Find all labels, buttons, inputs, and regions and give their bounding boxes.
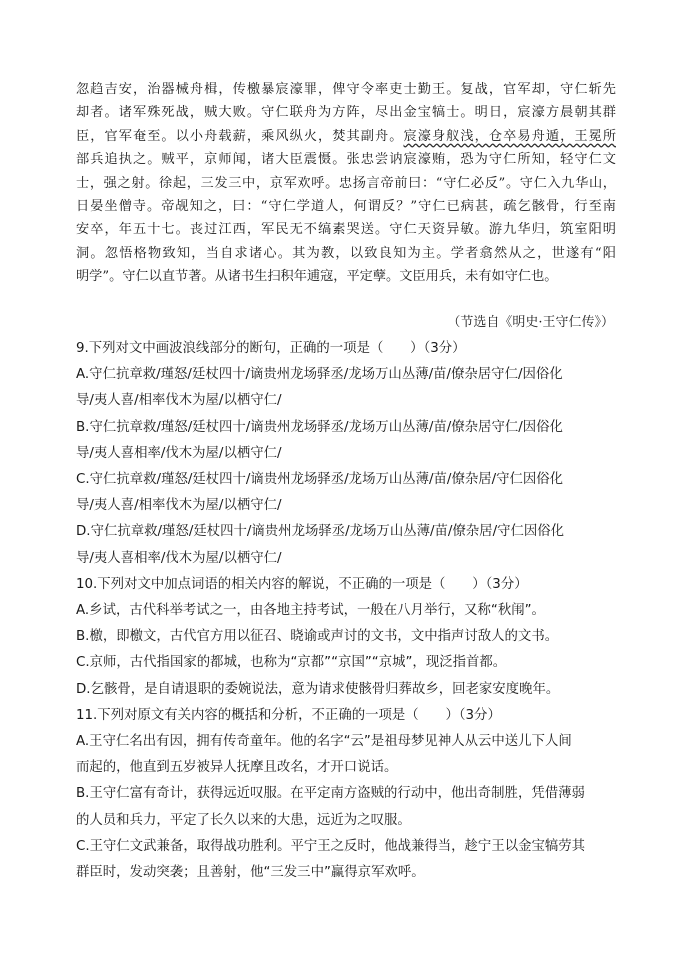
- question-10-option-a: A.乡试，古代科举考试之一，由各地主持考试，一般在八月举行，又称“秋闱”。: [76, 603, 545, 619]
- question-9-option-d-cont: 导/夷人喜相率/伐木为屋/以栖守仁/: [76, 550, 282, 566]
- question-9-option-c-cont: 导/夷人喜/相率伐木为屋/以栖守仁/: [76, 498, 282, 514]
- question-11-option-b: B.王守仁富有奇计，获得远近叹服。在平定南方盗贼的行动中，他出奇制胜，凭借薄弱: [76, 786, 585, 802]
- passage-line: 士，强之射。徐起，三发三中，京军欢呼。忠扬言帝前曰：“守仁必反”。守仁入九华山，: [76, 175, 616, 191]
- question-11-option-a-cont: 而起的，他直到五岁被异人抚摩且改名，才开口说话。: [76, 760, 398, 776]
- question-9-option-a-cont: 导/夷人喜/相率伐木为屋/以栖守仁/: [76, 393, 282, 409]
- question-9-option-b: B.守仁抗章救/瑾怒/廷杖四十/谪贵州龙场驿丞/龙场万山丛薄/苗/僚杂居守仁/因俗化: [76, 419, 563, 435]
- question-11-option-b-cont: 的人员和兵力，平定了长久以来的大患，远近为之叹服。: [76, 812, 411, 828]
- question-9-stem: 9.下列对文中画波浪线部分的断句，正确的一项是（ ）（3分）: [76, 341, 466, 356]
- passage-line: 安卒，年五十七。丧过江西，军民无不缟素哭送。守仁天资异敏。游九华归，筑室阳明: [76, 222, 616, 238]
- passage-line: 忽趋吉安，治器械舟楫，传檄暴宸濠罪，俾守令率吏士勤王。复战，官军却，守仁斩先: [76, 82, 616, 97]
- question-9-option-d: D.守仁抗章救/瑾怒/廷杖四十/谪贵州龙场驿丞/龙场万山丛薄/苗/僚杂居/守仁因俗化: [76, 524, 565, 540]
- question-9-option-b-cont: 导/夷人喜相率/伐木为屋/以栖守仁/: [76, 445, 282, 461]
- question-list: [76, 336, 622, 886]
- passage-line: 明学”。守仁以直节著。从诸书生扫积年逋寇，平定孽。文臣用兵，未有如守仁也。: [76, 269, 558, 285]
- passage-line: [76, 125, 616, 148]
- passage-line: 日晏坐僧寺。帝觇知之，曰：“守仁学道人，何谓反？”守仁已病甚，疏乞骸骨，行至南: [76, 199, 616, 215]
- question-10-option-b: B.檄，即檄文，古代官方用以征召、晓谕或声讨的文书，文中指声讨敌人的文书。: [76, 629, 559, 645]
- question-10-stem: 10.下列对文中加点词语的相关内容的解说，不正确的一项是（ ）（3分）: [76, 576, 528, 592]
- classical-passage: [76, 78, 616, 289]
- question-9-option-a: A.守仁抗章救/瑾怒/廷杖四十/谪贵州龙场驿丞/龙场万山丛薄/苗/僚杂居守仁/因俗化: [76, 367, 563, 383]
- question-10-option-d: D.乞骸骨，是自请退职的委婉说法，意为请求使骸骨归葬故乡，回老家安度晚年。: [76, 681, 560, 697]
- question-9-option-c: C.守仁抗章救/瑾怒/廷杖四十/谪贵州龙场驿丞/龙场万山丛薄/苗/僚杂居/守仁因俗化: [76, 472, 564, 488]
- passage-line-text: 部兵追执之。贼平，京师闻，诸大臣震慑。张忠尝讷宸濠贿，恐为守仁所知，轻守仁文: [76, 152, 616, 168]
- question-11-option-a: A.王守仁名出有因，拥有传奇童年。他的名字“云”是祖母梦见神人从云中送儿下人间: [76, 734, 572, 750]
- passage-line: [76, 148, 616, 171]
- wavy-underlined-text: 宸濠身舣浅，仓卒易舟遁，王冕所: [403, 128, 616, 144]
- passage-line-text: 臣，官军奄至。以小舟载薪，乘风纵火，焚其副舟。: [76, 128, 404, 144]
- passage-line: 却者。诸军殊死战，贼大败。守仁联舟为方阵，尽出金宝犒士。明日，宸濠方晨朝其群: [76, 105, 616, 121]
- question-11-option-c-cont: 群臣时，发动突袭；且善射，他“三发三中”赢得京军欢呼。: [76, 865, 425, 881]
- passage-source: （节选自《明史·王守仁传》）: [447, 315, 614, 330]
- passage-line: 洞。忽悟格物致知，当自求诸心。其为教，以致良知为主。学者翕然从之，世遂有“阳: [76, 245, 616, 261]
- question-11-option-c: C.王守仁文武兼备，取得战功胜利。平宁王之反时，他战兼得当，趁宁王以金宝犒劳其: [76, 838, 586, 854]
- question-11-stem: 11.下列对原文有关内容的概括和分析，不正确的一项是（ ）（3分）: [76, 707, 501, 723]
- question-10-option-c: C.京师，古代指国家的都城，也称为“京都”“京国”“京城”，现泛指首都。: [76, 655, 507, 671]
